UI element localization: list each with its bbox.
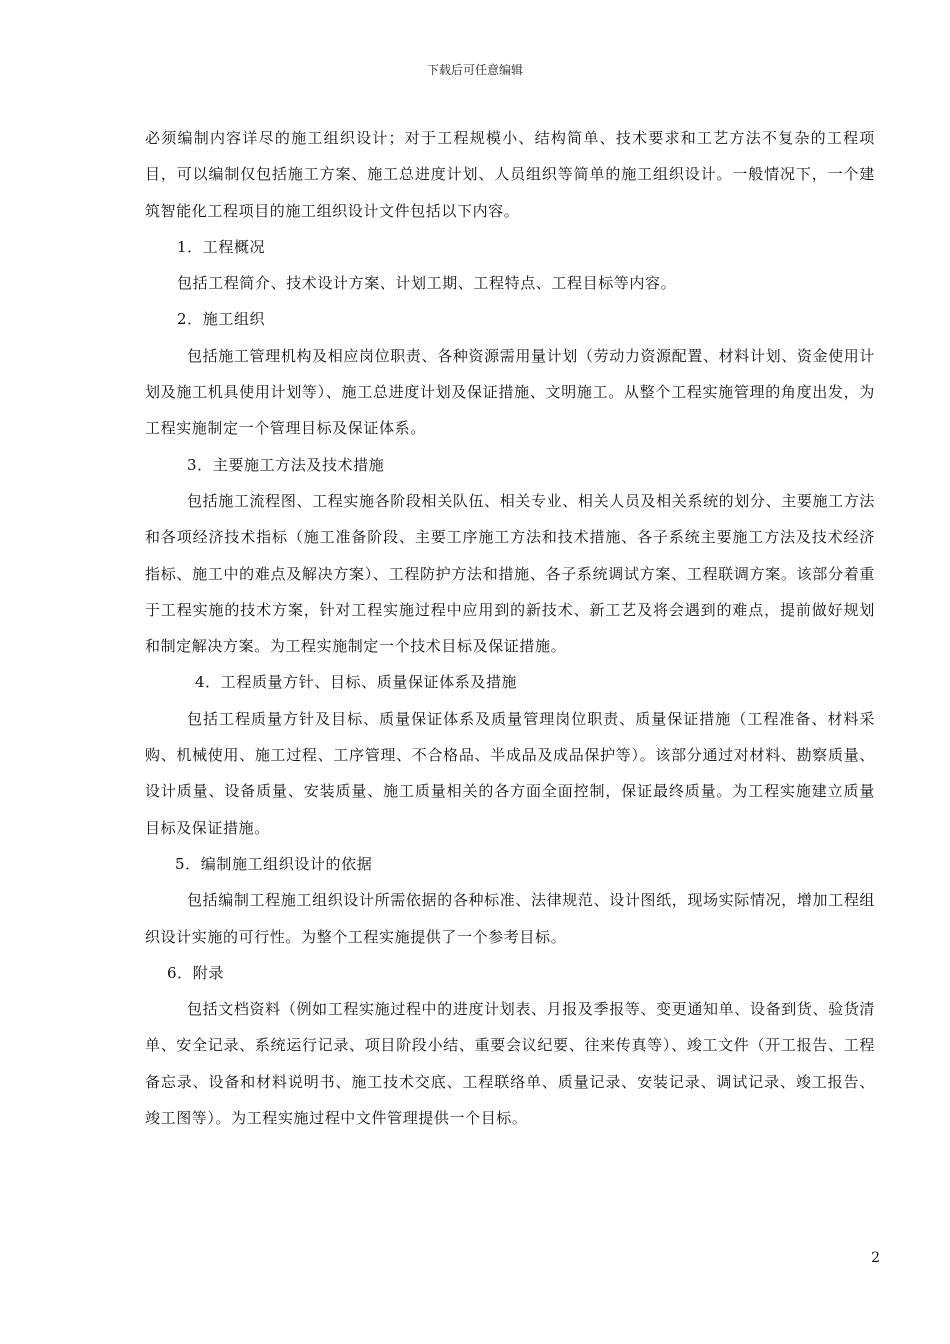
section-heading-2: 2．施工组织	[177, 310, 266, 329]
section-paragraph-3: 包括施工流程图、工程实施各阶段相关队伍、相关专业、相关人员及相关系统的划分、主要施工方法和各项经济技术指标（施工准备阶段、主要工序施工方法和技术措施、各子系统主要施工方法及技术经济指标、施工中的难点及解决方案）、工程防护方法和措施、各子系统调试方案、工程联调方案。该部分着重于工程实施的技术方案，针对工程实施过程中应用到的新技术、新工艺及将会遇到的难点，提前做好规划和制定解决方案。为工程实施制定一个技术目标及保证措施。	[145, 491, 875, 656]
section-paragraph-4: 包括工程质量方针及目标、质量保证体系及质量管理岗位职责、质量保证措施（工程准备、材料采购、机械使用、施工过程、工序管理、不合格品、半成品及成品保护等）。该部分通过对材料、勘察质量、设计质量、设备质量、安装质量、施工质量相关的各方面全面控制，保证最终质量。为工程实施建立质量目标及保证措施。	[145, 709, 875, 837]
intro-paragraph: 必须编制内容详尽的施工组织设计；对于工程规模小、结构简单、技术要求和工艺方法不复杂的工程项目，可以编制仅包括施工方案、施工总进度计划、人员组织等简单的施工组织设计。一般情况下，一个建筑智能化工程项目的施工组织设计文件包括以下内容。	[145, 129, 875, 220]
section-heading-1: 1．工程概况	[177, 237, 266, 256]
section-heading-5: 5．编制施工组织设计的依据	[175, 854, 373, 873]
section-paragraph-5: 包括编制工程施工组织设计所需依据的各种标准、法律规范、设计图纸，现场实际情况，增加工程组织设计实施的可行性。为整个工程实施提供了一个参考目标。	[145, 891, 875, 946]
page-number: 2	[871, 1250, 880, 1266]
section-paragraph-2: 包括施工管理机构及相应岗位职责、各种资源需用量计划（劳动力资源配置、材料计划、资金使用计划及施工机具使用计划等）、施工总进度计划及保证措施、文明施工。从整个工程实施管理的角度出发，为工程实施制定一个管理目标及保证体系。	[145, 346, 875, 438]
section-heading-3: 3．主要施工方法及技术措施	[187, 455, 385, 474]
page-header: 下载后可任意编辑	[426, 63, 523, 77]
section-heading-4: 4．工程质量方针、目标、质量保证体系及措施	[195, 673, 518, 692]
section-heading-6: 6．附录	[167, 963, 224, 982]
document-body	[145, 120, 875, 1136]
section-paragraph-6: 包括文档资料（例如工程实施过程中的进度计划表、月报及季报等、变更通知单、设备到货、验货清单、安全记录、系统运行记录、项目阶段小结、重要会议纪要、往来传真等）、竣工文件（开工报告、工程备忘录、设备和材料说明书、施工技术交底、工程联络单、质量记录、安装记录、调试记录、竣工报告、竣工图等）。为工程实施过程中文件管理提供一个目标。	[145, 1000, 875, 1128]
section-paragraph-1: 包括工程简介、技术设计方案、计划工期、工程特点、工程目标等内容。	[177, 274, 677, 293]
